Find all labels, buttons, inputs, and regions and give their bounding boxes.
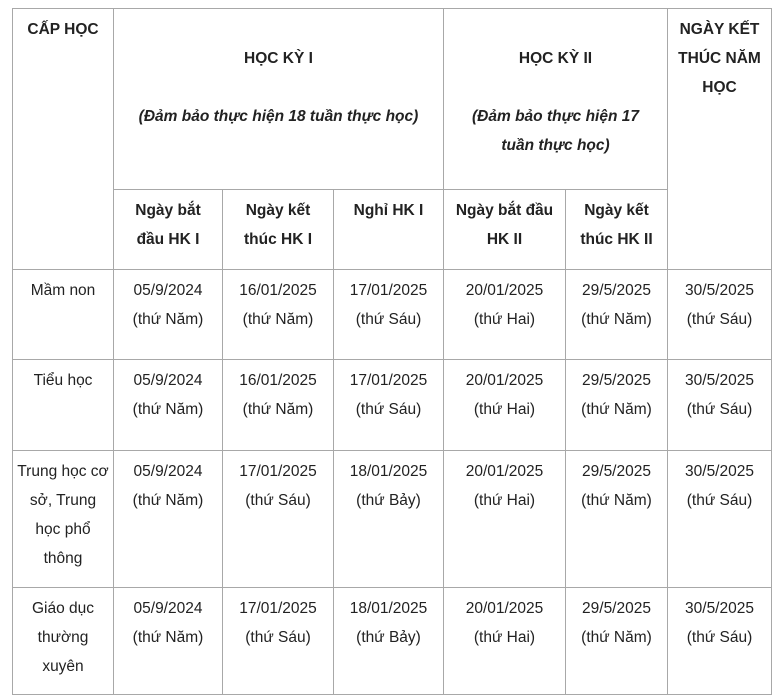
date-cell bbox=[114, 588, 223, 695]
date: 16/01/2025 bbox=[239, 282, 317, 299]
weekday: (thứ Năm) bbox=[581, 311, 652, 328]
date-cell bbox=[334, 270, 444, 360]
date-cell bbox=[566, 588, 668, 695]
weekday: (thứ Năm) bbox=[132, 629, 204, 646]
date-cell bbox=[223, 451, 334, 588]
date-cell bbox=[566, 270, 668, 360]
date: 20/01/2025 bbox=[465, 463, 544, 480]
table-row bbox=[13, 270, 772, 360]
row-level: Giáo dục thường xuyên bbox=[13, 588, 114, 695]
date: 17/01/2025 bbox=[239, 463, 317, 480]
date-cell bbox=[444, 270, 566, 360]
date-cell bbox=[334, 451, 444, 588]
date: 05/9/2024 bbox=[133, 282, 203, 299]
weekday: (thứ Sáu) bbox=[686, 492, 753, 509]
date: 18/01/2025 bbox=[349, 463, 428, 480]
weekday: (thứ Năm) bbox=[581, 629, 652, 646]
date-cell bbox=[668, 360, 772, 451]
date: 17/01/2025 bbox=[349, 372, 428, 389]
date: 18/01/2025 bbox=[349, 600, 428, 617]
date-cell bbox=[668, 451, 772, 588]
header-year-end: NGÀY KẾT THÚC NĂM HỌC bbox=[668, 9, 772, 270]
weekday: (thứ Sáu) bbox=[686, 629, 753, 646]
sub-header: Ngày kết thúc HK I bbox=[223, 190, 334, 270]
date-cell bbox=[223, 588, 334, 695]
hk2-title: HỌC KỲ II bbox=[518, 50, 593, 67]
date: 20/01/2025 bbox=[465, 282, 544, 299]
date-cell bbox=[223, 360, 334, 451]
sub-header: Ngày bắt đầu HK I bbox=[114, 190, 223, 270]
weekday: (thứ Sáu) bbox=[245, 629, 311, 646]
weekday: (thứ Năm) bbox=[132, 401, 204, 418]
date-cell bbox=[444, 588, 566, 695]
weekday: (thứ Năm) bbox=[581, 401, 652, 418]
weekday: (thứ Năm) bbox=[132, 492, 204, 509]
weekday: (thứ Sáu) bbox=[686, 401, 753, 418]
date-cell bbox=[334, 360, 444, 451]
date: 17/01/2025 bbox=[349, 282, 428, 299]
date: 30/5/2025 bbox=[685, 600, 754, 617]
date: 17/01/2025 bbox=[239, 600, 317, 617]
school-calendar-table bbox=[12, 8, 772, 695]
date: 16/01/2025 bbox=[239, 372, 317, 389]
row-level: Tiểu học bbox=[13, 360, 114, 451]
table-row bbox=[13, 588, 772, 695]
date: 20/01/2025 bbox=[465, 372, 544, 389]
date-cell bbox=[444, 451, 566, 588]
date-cell bbox=[334, 588, 444, 695]
date-cell bbox=[114, 360, 223, 451]
weekday: (thứ Hai) bbox=[473, 629, 536, 646]
weekday: (thứ Sáu) bbox=[355, 401, 422, 418]
sub-header: Nghỉ HK I bbox=[334, 190, 444, 270]
table-row bbox=[13, 360, 772, 451]
date: 29/5/2025 bbox=[582, 463, 651, 480]
hk1-title: HỌC KỲ I bbox=[244, 50, 313, 67]
date-cell bbox=[444, 360, 566, 451]
date-cell bbox=[668, 270, 772, 360]
hk1-note: (Đảm bảo thực hiện 18 tuần thực học) bbox=[138, 108, 419, 125]
weekday: (thứ Năm) bbox=[242, 401, 314, 418]
date: 30/5/2025 bbox=[685, 282, 754, 299]
weekday: (thứ Hai) bbox=[473, 492, 536, 509]
date-cell bbox=[566, 360, 668, 451]
date: 29/5/2025 bbox=[582, 372, 651, 389]
date-cell bbox=[114, 270, 223, 360]
date: 29/5/2025 bbox=[582, 600, 651, 617]
weekday: (thứ Năm) bbox=[132, 311, 204, 328]
weekday: (thứ Sáu) bbox=[245, 492, 311, 509]
date-cell bbox=[114, 451, 223, 588]
date-cell bbox=[668, 588, 772, 695]
table-row bbox=[13, 451, 772, 588]
weekday: (thứ Hai) bbox=[473, 401, 536, 418]
weekday: (thứ Sáu) bbox=[686, 311, 753, 328]
header-hk2 bbox=[444, 9, 668, 190]
date: 05/9/2024 bbox=[133, 463, 203, 480]
date-cell bbox=[223, 270, 334, 360]
weekday: (thứ Bảy) bbox=[356, 492, 421, 509]
date: 20/01/2025 bbox=[465, 600, 544, 617]
row-level: Trung học cơ sở, Trung học phổ thông bbox=[13, 451, 114, 588]
date: 30/5/2025 bbox=[685, 463, 754, 480]
weekday: (thứ Năm) bbox=[581, 492, 652, 509]
sub-header: Ngày kết thúc HK II bbox=[566, 190, 668, 270]
row-level: Mầm non bbox=[13, 270, 114, 360]
header-hk1 bbox=[114, 9, 444, 190]
weekday: (thứ Năm) bbox=[242, 311, 314, 328]
date: 05/9/2024 bbox=[133, 372, 203, 389]
hk2-note: (Đảm bảo thực hiện 17 tuần thực học) bbox=[472, 108, 639, 154]
date: 30/5/2025 bbox=[685, 372, 754, 389]
date: 29/5/2025 bbox=[582, 282, 651, 299]
header-level: CẤP HỌC bbox=[13, 9, 114, 270]
weekday: (thứ Bảy) bbox=[356, 629, 421, 646]
date: 05/9/2024 bbox=[133, 600, 203, 617]
weekday: (thứ Hai) bbox=[473, 311, 536, 328]
weekday: (thứ Sáu) bbox=[355, 311, 422, 328]
sub-header: Ngày bắt đầu HK II bbox=[444, 190, 566, 270]
date-cell bbox=[566, 451, 668, 588]
